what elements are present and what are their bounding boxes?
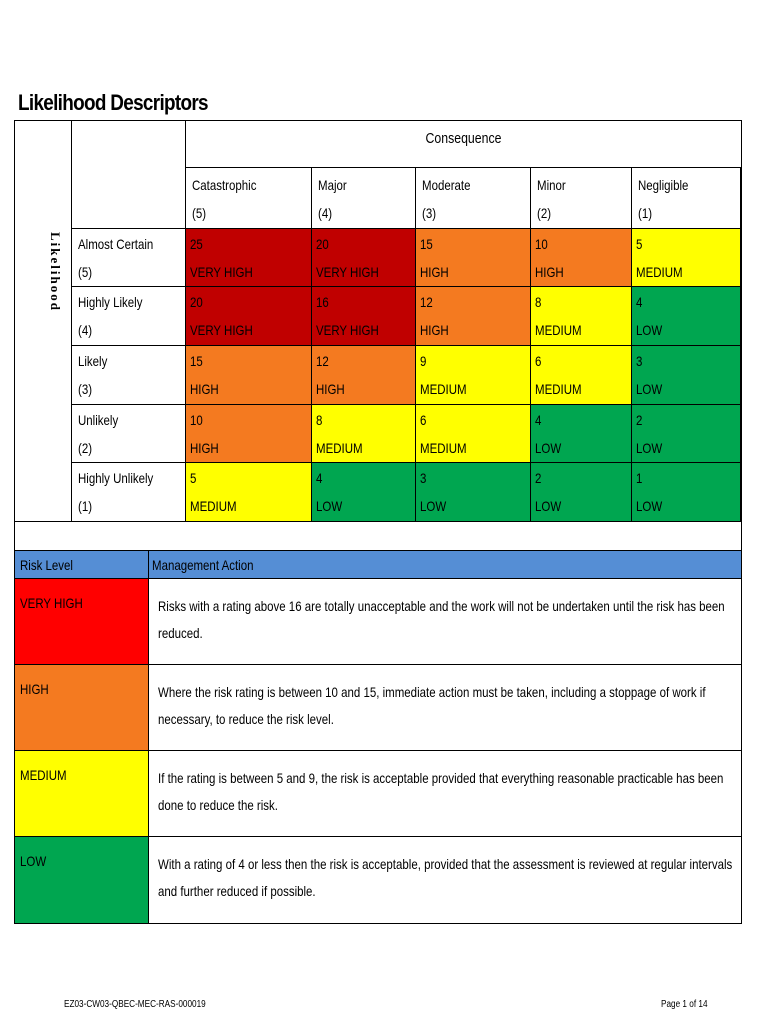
risk-level: MEDIUM bbox=[190, 498, 237, 514]
risk-cell bbox=[416, 346, 531, 405]
risk-level: HIGH bbox=[316, 381, 345, 397]
risk-level: VERY HIGH bbox=[316, 322, 379, 338]
risk-score: 20 bbox=[190, 294, 203, 310]
risk-level-header: Risk Level bbox=[20, 557, 73, 573]
document-reference: EZ03-CW03-QBEC-MEC-RAS-000019 bbox=[64, 999, 206, 1010]
risk-level: MEDIUM bbox=[535, 322, 582, 338]
likelihood-axis-label: Likelihood bbox=[48, 232, 63, 312]
risk-level: LOW bbox=[420, 498, 447, 514]
consequence-title: Consequence bbox=[425, 130, 502, 147]
risk-cell bbox=[186, 405, 312, 463]
risk-cell bbox=[632, 405, 741, 463]
management-action-header: Management Action bbox=[152, 557, 254, 573]
risk-cell bbox=[312, 405, 416, 463]
risk-score: 15 bbox=[190, 353, 203, 369]
consequence-header-cell bbox=[186, 168, 312, 229]
risk-level-cell bbox=[15, 837, 149, 923]
risk-score: 6 bbox=[535, 353, 542, 369]
risk-score: 5 bbox=[190, 470, 197, 486]
likelihood-name: Unlikely bbox=[78, 412, 119, 428]
risk-cell bbox=[186, 287, 312, 346]
risk-level: HIGH bbox=[420, 322, 449, 338]
likelihood-row-header bbox=[72, 405, 186, 463]
risk-level: VERY HIGH bbox=[316, 264, 379, 280]
consequence-score: (2) bbox=[537, 205, 552, 221]
risk-score: 2 bbox=[535, 470, 542, 486]
management-action-text: Risks with a rating above 16 are totally unacceptable and the work will not be undertaken until the risk has been reduced. bbox=[158, 598, 725, 641]
consequence-score: (1) bbox=[638, 205, 653, 221]
risk-score: 6 bbox=[420, 412, 427, 428]
risk-level: MEDIUM bbox=[420, 381, 467, 397]
risk-score: 8 bbox=[535, 294, 542, 310]
risk-score: 4 bbox=[535, 412, 542, 428]
management-row bbox=[15, 665, 741, 751]
risk-score: 10 bbox=[535, 236, 548, 252]
risk-level-label: MEDIUM bbox=[20, 767, 67, 783]
risk-score: 16 bbox=[316, 294, 329, 310]
consequence-score: (4) bbox=[318, 205, 333, 221]
risk-score: 10 bbox=[190, 412, 203, 428]
likelihood-score: (5) bbox=[78, 264, 93, 280]
consequence-score: (5) bbox=[192, 205, 207, 221]
risk-score: 15 bbox=[420, 236, 433, 252]
management-action-text: If the rating is between 5 and 9, the risk is acceptable provided that everything reasonable practicable has been done to reduce the risk. bbox=[158, 770, 724, 813]
risk-level: MEDIUM bbox=[316, 440, 363, 456]
risk-level: LOW bbox=[535, 498, 562, 514]
risk-level-cell bbox=[15, 751, 149, 836]
risk-level: HIGH bbox=[420, 264, 449, 280]
risk-level: LOW bbox=[316, 498, 343, 514]
risk-cell bbox=[531, 463, 632, 522]
likelihood-name: Highly Likely bbox=[78, 294, 143, 310]
risk-cell bbox=[312, 287, 416, 346]
likelihood-name: Almost Certain bbox=[78, 236, 154, 252]
risk-score: 8 bbox=[316, 412, 323, 428]
risk-cell bbox=[632, 229, 741, 287]
risk-cell bbox=[531, 287, 632, 346]
risk-level-label: VERY HIGH bbox=[20, 595, 83, 611]
header-divider bbox=[148, 551, 149, 579]
matrix-corner-cell bbox=[72, 121, 186, 229]
likelihood-name: Likely bbox=[78, 353, 108, 369]
consequence-header-cell bbox=[312, 168, 416, 229]
risk-cell bbox=[531, 229, 632, 287]
risk-cell bbox=[632, 463, 741, 522]
management-row bbox=[15, 751, 741, 837]
matrix-spacer-row bbox=[15, 522, 741, 550]
consequence-header-cell bbox=[531, 168, 632, 229]
risk-level: LOW bbox=[535, 440, 562, 456]
management-action-table bbox=[14, 551, 742, 924]
risk-score: 12 bbox=[420, 294, 433, 310]
likelihood-score: (2) bbox=[78, 440, 93, 456]
likelihood-row-header bbox=[72, 287, 186, 346]
consequence-name: Major bbox=[318, 177, 347, 193]
risk-cell bbox=[416, 463, 531, 522]
risk-score: 2 bbox=[636, 412, 643, 428]
risk-cell bbox=[186, 463, 312, 522]
management-row bbox=[15, 579, 741, 665]
consequence-name: Catastrophic bbox=[192, 177, 257, 193]
consequence-header-cell bbox=[416, 168, 531, 229]
risk-level-label: LOW bbox=[20, 853, 47, 869]
risk-cell bbox=[312, 346, 416, 405]
risk-level-cell bbox=[15, 579, 149, 664]
likelihood-row-header bbox=[72, 463, 186, 522]
risk-level: LOW bbox=[636, 381, 663, 397]
management-row bbox=[15, 837, 741, 923]
risk-cell bbox=[416, 229, 531, 287]
likelihood-row-header bbox=[72, 346, 186, 405]
page-title: Likelihood Descriptors bbox=[18, 90, 208, 115]
risk-level-label: HIGH bbox=[20, 681, 49, 697]
risk-level-cell bbox=[15, 665, 149, 750]
risk-level: MEDIUM bbox=[420, 440, 467, 456]
risk-level: HIGH bbox=[190, 440, 219, 456]
management-action-text: Where the risk rating is between 10 and 15, immediate action must be taken, including a stoppage of work if necessary, to reduce the risk level. bbox=[158, 684, 706, 727]
risk-score: 1 bbox=[636, 470, 643, 486]
consequence-header bbox=[186, 122, 741, 168]
risk-level: MEDIUM bbox=[535, 381, 582, 397]
management-action-text: With a rating of 4 or less then the risk is acceptable, provided that the assessment is reviewed at regular intervals and further reduced if possible. bbox=[158, 856, 733, 899]
risk-score: 25 bbox=[190, 236, 203, 252]
management-header-row bbox=[15, 551, 741, 579]
likelihood-score: (1) bbox=[78, 498, 93, 514]
risk-score: 9 bbox=[420, 353, 427, 369]
likelihood-score: (4) bbox=[78, 322, 93, 338]
risk-cell bbox=[186, 346, 312, 405]
consequence-header-cell bbox=[632, 168, 741, 229]
risk-score: 4 bbox=[316, 470, 323, 486]
risk-matrix bbox=[14, 120, 742, 551]
risk-score: 3 bbox=[636, 353, 643, 369]
risk-level: VERY HIGH bbox=[190, 264, 253, 280]
risk-score: 20 bbox=[316, 236, 329, 252]
risk-cell bbox=[186, 229, 312, 287]
consequence-name: Minor bbox=[537, 177, 566, 193]
risk-score: 12 bbox=[316, 353, 329, 369]
risk-level: VERY HIGH bbox=[190, 322, 253, 338]
risk-cell bbox=[416, 287, 531, 346]
risk-cell bbox=[632, 346, 741, 405]
risk-level: LOW bbox=[636, 498, 663, 514]
page-number: Page 1 of 14 bbox=[661, 999, 708, 1010]
consequence-score: (3) bbox=[422, 205, 437, 221]
risk-level: HIGH bbox=[190, 381, 219, 397]
likelihood-score: (3) bbox=[78, 381, 93, 397]
risk-cell bbox=[632, 287, 741, 346]
risk-score: 4 bbox=[636, 294, 643, 310]
risk-level: LOW bbox=[636, 440, 663, 456]
risk-cell bbox=[531, 346, 632, 405]
risk-cell bbox=[416, 405, 531, 463]
likelihood-axis-cell bbox=[15, 121, 72, 522]
consequence-name: Moderate bbox=[422, 177, 471, 193]
risk-cell bbox=[531, 405, 632, 463]
likelihood-row-header bbox=[72, 229, 186, 287]
risk-level: MEDIUM bbox=[636, 264, 683, 280]
risk-level: LOW bbox=[636, 322, 663, 338]
risk-cell bbox=[312, 463, 416, 522]
risk-score: 5 bbox=[636, 236, 643, 252]
likelihood-name: Highly Unlikely bbox=[78, 470, 154, 486]
risk-score: 3 bbox=[420, 470, 427, 486]
risk-level: HIGH bbox=[535, 264, 564, 280]
consequence-name: Negligible bbox=[638, 177, 689, 193]
risk-cell bbox=[312, 229, 416, 287]
